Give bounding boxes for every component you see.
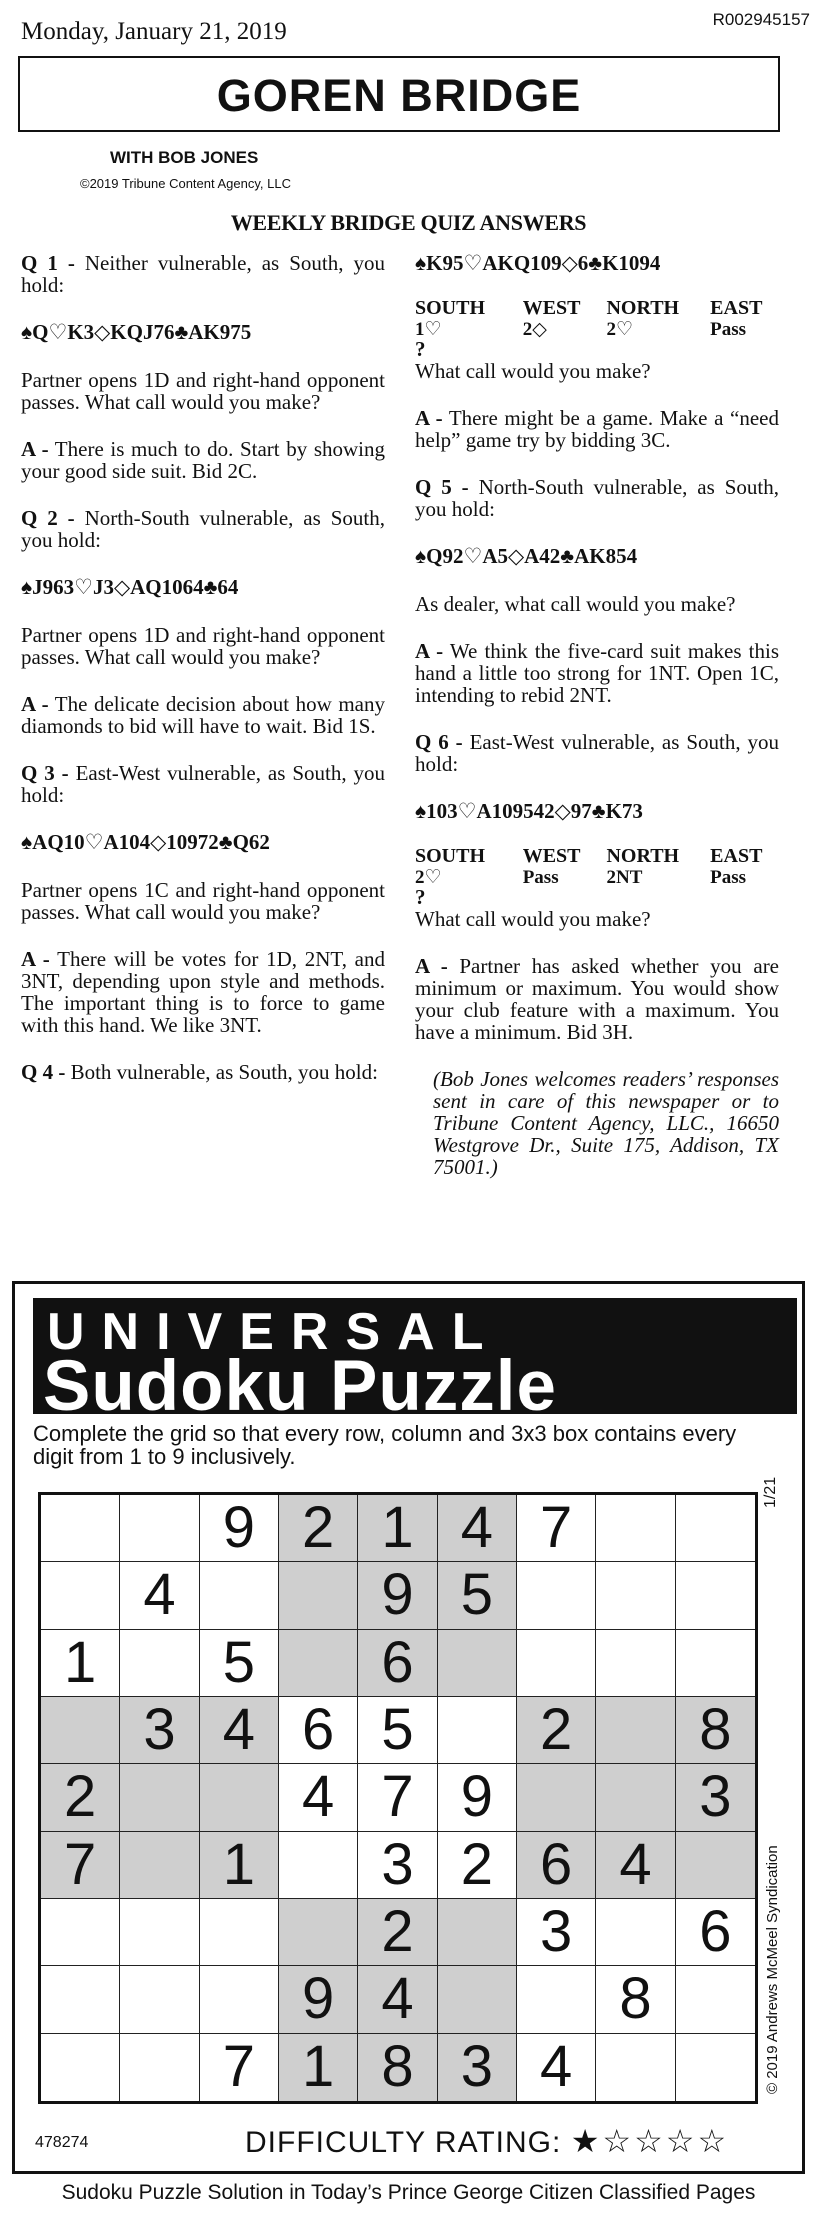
sudoku-cell xyxy=(120,1630,199,1697)
sudoku-cell xyxy=(517,1562,596,1629)
sudoku-cell: 8 xyxy=(596,1966,675,2033)
auction-value-west: Pass xyxy=(522,867,559,888)
hand-6: ♠103♡A109542◇97♣K73 xyxy=(415,799,643,823)
answer-label: A - xyxy=(21,947,50,971)
prompt-6: What call would you make? xyxy=(415,907,651,931)
auction-value-south: 1♡ xyxy=(415,319,442,340)
sudoku-cell xyxy=(676,1562,755,1629)
sudoku-cell: 3 xyxy=(438,2034,517,2101)
auction-header-east: EAST xyxy=(710,297,763,319)
question-text: East-West vulnerable, as South, you hold: xyxy=(415,730,780,776)
sudoku-cell: 2 xyxy=(438,1832,517,1899)
sudoku-cell: 9 xyxy=(358,1562,437,1629)
quiz-heading: WEEKLY BRIDGE QUIZ ANSWERS xyxy=(230,210,587,235)
sudoku-cell xyxy=(200,1966,279,2033)
sudoku-cell: 9 xyxy=(200,1495,279,1562)
difficulty-stars: ★☆☆☆☆ xyxy=(570,2123,730,2159)
sudoku-cell xyxy=(120,1832,199,1899)
question-label: Q 4 - xyxy=(21,1060,66,1084)
sudoku-cell xyxy=(200,1899,279,1966)
answer-2 xyxy=(21,693,385,737)
sudoku-cell xyxy=(676,1832,755,1899)
auction-value-east: Pass xyxy=(710,867,747,888)
answer-label: A - xyxy=(21,692,49,716)
puzzle-id: 478274 xyxy=(35,2134,89,2151)
sudoku-cell: 1 xyxy=(200,1832,279,1899)
sudoku-cell xyxy=(120,1966,199,2033)
question-6 xyxy=(415,731,779,775)
sudoku-cell: 8 xyxy=(358,2034,437,2101)
question-2 xyxy=(21,507,385,551)
sudoku-cell xyxy=(676,1966,755,2033)
sudoku-cell xyxy=(279,1630,358,1697)
answer-1 xyxy=(21,438,385,482)
sudoku-cell: 6 xyxy=(358,1630,437,1697)
sudoku-cell xyxy=(517,1764,596,1831)
sudoku-cell: 4 xyxy=(120,1562,199,1629)
answer-label: A - xyxy=(415,954,448,978)
sudoku-cell xyxy=(120,1495,199,1562)
question-text: Both vulnerable, as South, you hold: xyxy=(65,1060,378,1084)
sudoku-cell xyxy=(41,1899,120,1966)
sudoku-cell xyxy=(200,1764,279,1831)
puzzle-date: 1/21 xyxy=(762,1476,779,1508)
auction-question-mark: ? xyxy=(415,337,426,361)
sudoku-cell: 7 xyxy=(200,2034,279,2101)
auction-header-west: WEST xyxy=(522,845,581,867)
sudoku-cell: 4 xyxy=(517,2034,596,2101)
auction-header-south: SOUTH xyxy=(415,297,486,319)
sudoku-cell xyxy=(517,1630,596,1697)
auction-values-row xyxy=(415,319,770,340)
question-label: Q 6 - xyxy=(415,730,463,754)
sudoku-cell xyxy=(438,1630,517,1697)
sudoku-cell xyxy=(120,2034,199,2101)
sudoku-cell xyxy=(279,1562,358,1629)
answer-text: There will be votes for 1D, 2NT, and 3NT, depending upon style and methods. The important thing is to force to game with this hand. We like 3NT. xyxy=(21,947,386,1037)
banner-sudoku-puzzle: Sudoku Puzzle xyxy=(43,1347,557,1426)
sudoku-cell: 5 xyxy=(358,1697,437,1764)
hand-1: ♠Q♡K3◇KQJ76♣AK975 xyxy=(21,320,252,344)
question-5 xyxy=(415,476,779,520)
sudoku-cell: 4 xyxy=(200,1697,279,1764)
question-4 xyxy=(21,1061,385,1083)
reader-note: (Bob Jones welcomes readers’ responses sent in care of this newspaper or to Tribune Content Agency, LLC., 16650 Westgrove Dr., Suite 175, Addison, TX 75001.) xyxy=(433,1067,779,1179)
syndication-copyright: © 2019 Andrews McMeel Syndication xyxy=(764,1845,781,2094)
copyright-line: ©2019 Tribune Content Agency, LLC xyxy=(80,176,291,191)
sudoku-cell: 1 xyxy=(279,2034,358,2101)
auction-value-east: Pass xyxy=(710,319,747,340)
sudoku-cell xyxy=(438,1697,517,1764)
question-1 xyxy=(21,252,385,296)
column-title: GOREN BRIDGE xyxy=(216,70,582,121)
auction-values-row xyxy=(415,867,770,888)
prompt-5: As dealer, what call would you make? xyxy=(415,592,736,616)
auction-header-south: SOUTH xyxy=(415,845,486,867)
hand-2: ♠J963♡J3◇AQ1064♣64 xyxy=(21,575,239,599)
difficulty-rating xyxy=(245,2122,729,2160)
sudoku-cell: 7 xyxy=(358,1764,437,1831)
sudoku-cell xyxy=(596,1899,675,1966)
sudoku-cell: 4 xyxy=(438,1495,517,1562)
answer-text: There is much to do. Start by showing your good side suit. Bid 2C. xyxy=(21,437,385,483)
sudoku-cell xyxy=(279,1899,358,1966)
sudoku-cell: 6 xyxy=(517,1832,596,1899)
sudoku-cell: 3 xyxy=(517,1899,596,1966)
sudoku-cell xyxy=(438,1899,517,1966)
prompt-3: Partner opens 1C and right-hand opponent passes. What call would you make? xyxy=(21,878,385,924)
banner-universal: UNIVERSAL xyxy=(47,1303,501,1361)
sudoku-cell xyxy=(200,1562,279,1629)
sudoku-cell xyxy=(41,1495,120,1562)
answer-label: A - xyxy=(21,437,49,461)
sudoku-cell xyxy=(279,1832,358,1899)
auction-header-row xyxy=(415,846,770,867)
auction-4 xyxy=(415,297,770,361)
sudoku-cell xyxy=(120,1899,199,1966)
sudoku-cell: 3 xyxy=(358,1832,437,1899)
byline: WITH BOB JONES xyxy=(110,148,259,167)
auction-value-north: 2NT xyxy=(606,867,643,888)
sudoku-cell: 2 xyxy=(358,1899,437,1966)
sudoku-cell: 2 xyxy=(41,1764,120,1831)
sudoku-instructions: Complete the grid so that every row, column and 3x3 box contains every digit from 1 to 9 inclusively. xyxy=(33,1421,737,1469)
sudoku-cell: 5 xyxy=(438,1562,517,1629)
sudoku-cell xyxy=(596,1697,675,1764)
auction-value-north: 2♡ xyxy=(606,319,634,340)
question-text: Neither vulnerable, as South, you hold: xyxy=(21,251,386,297)
difficulty-label: DIFFICULTY RATING: xyxy=(245,2126,562,2159)
question-text: North-South vulnerable, as South, you hold: xyxy=(415,475,779,521)
sudoku-cell: 7 xyxy=(517,1495,596,1562)
auction-header-north: NORTH xyxy=(606,845,680,867)
sudoku-cell xyxy=(676,2034,755,2101)
answer-text: There might be a game. Make a “need help” game try by bidding 3C. xyxy=(415,406,779,452)
answer-6 xyxy=(415,955,779,1043)
answer-text: The delicate decision about how many diamonds to bid will have to wait. Bid 1S. xyxy=(21,692,386,738)
sudoku-cell xyxy=(41,1966,120,2033)
sudoku-cell: 4 xyxy=(279,1764,358,1831)
auction-header-west: WEST xyxy=(522,297,581,319)
sudoku-cell: 1 xyxy=(358,1495,437,1562)
prompt-1: Partner opens 1D and right-hand opponent passes. What call would you make? xyxy=(21,368,385,414)
sudoku-grid xyxy=(38,1492,758,2104)
answer-5 xyxy=(415,640,779,706)
sudoku-cell: 2 xyxy=(517,1697,596,1764)
hand-3: ♠AQ10♡A104◇10972♣Q62 xyxy=(21,830,270,854)
question-label: Q 2 - xyxy=(21,506,75,530)
auction-header-east: EAST xyxy=(710,845,763,867)
auction-header-row xyxy=(415,298,770,319)
sudoku-cell: 4 xyxy=(358,1966,437,2033)
answer-text: We think the five-card suit makes this hand a little too strong for 1NT. Open 1C, intending to rebid 2NT. xyxy=(415,639,779,707)
sudoku-cell xyxy=(517,1966,596,2033)
sudoku-cell: 3 xyxy=(676,1764,755,1831)
sudoku-cell xyxy=(596,1764,675,1831)
sudoku-cell xyxy=(438,1966,517,2033)
sudoku-cell: 8 xyxy=(676,1697,755,1764)
sudoku-cell xyxy=(676,1630,755,1697)
question-text: East-West vulnerable, as South, you hold: xyxy=(21,761,386,807)
question-label: Q 5 - xyxy=(415,475,469,499)
left-column xyxy=(21,252,385,1108)
sudoku-banner xyxy=(33,1298,797,1426)
footer-note: Sudoku Puzzle Solution in Today’s Prince George Citizen Classified Pages xyxy=(61,2181,756,2204)
answer-label: A - xyxy=(415,639,444,663)
right-column xyxy=(415,252,779,1203)
answer-3 xyxy=(21,948,385,1036)
sudoku-panel xyxy=(12,1281,805,2174)
sudoku-cell xyxy=(596,2034,675,2101)
sudoku-cell: 6 xyxy=(279,1697,358,1764)
sudoku-cell: 3 xyxy=(120,1697,199,1764)
title-box xyxy=(18,56,780,132)
sudoku-cell: 7 xyxy=(41,1832,120,1899)
sudoku-cell: 5 xyxy=(200,1630,279,1697)
question-label: Q 3 - xyxy=(21,761,69,785)
page-date: Monday, January 21, 2019 xyxy=(21,18,287,45)
sudoku-cell xyxy=(120,1764,199,1831)
question-label: Q 1 - xyxy=(21,251,75,275)
sudoku-cell xyxy=(41,1697,120,1764)
sudoku-cell xyxy=(596,1495,675,1562)
sudoku-cell: 9 xyxy=(438,1764,517,1831)
auction-6 xyxy=(415,845,770,909)
sudoku-cell xyxy=(41,1562,120,1629)
sudoku-cell xyxy=(596,1630,675,1697)
sudoku-cell xyxy=(41,2034,120,2101)
answer-text: Partner has asked whether you are minimum or maximum. You would show your club feature with a maximum. You have a minimum. Bid 3H. xyxy=(415,954,780,1044)
hand-4: ♠K95♡AKQ109◇6♣K1094 xyxy=(415,251,661,275)
prompt-2: Partner opens 1D and right-hand opponent passes. What call would you make? xyxy=(21,623,385,669)
auction-header-north: NORTH xyxy=(606,297,680,319)
sudoku-cell xyxy=(676,1495,755,1562)
answer-label: A - xyxy=(415,406,443,430)
auction-question-mark: ? xyxy=(415,885,426,909)
sudoku-cell: 1 xyxy=(41,1630,120,1697)
auction-value-west: 2◇ xyxy=(522,319,547,340)
prompt-4: What call would you make? xyxy=(415,359,651,383)
question-text: North-South vulnerable, as South, you hold: xyxy=(21,506,385,552)
auction-value-south: 2♡ xyxy=(415,867,442,888)
sudoku-cell xyxy=(596,1562,675,1629)
sudoku-cell: 4 xyxy=(596,1832,675,1899)
sudoku-cell: 6 xyxy=(676,1899,755,1966)
answer-4 xyxy=(415,407,779,451)
sudoku-cell: 9 xyxy=(279,1966,358,2033)
page-id: R002945157 xyxy=(712,10,810,29)
sudoku-cell: 2 xyxy=(279,1495,358,1562)
hand-5: ♠Q92♡A5◇A42♣AK854 xyxy=(415,544,638,568)
question-3 xyxy=(21,762,385,806)
